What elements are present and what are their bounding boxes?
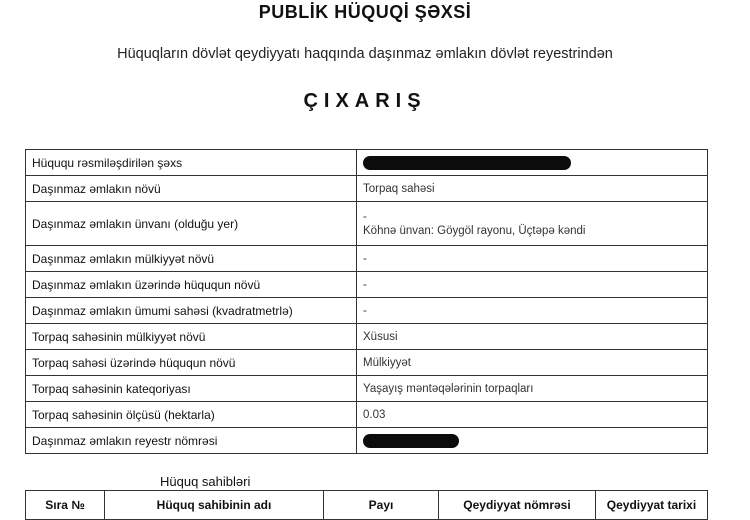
table-row [26,298,708,324]
column-header-share: Payı [324,491,439,520]
document-subtitle: Hüquqların dövlət qeydiyyatı haqqında daşınmaz əmlakın dövlət reyestrindən [117,46,613,62]
property-info-table [25,149,708,454]
column-header-registration-date: Qeydiyyat tarixi [596,491,708,520]
old-address-value: Köhnə ünvan: Göygöl rayonu, Üçtəpə kəndi [363,224,586,237]
rights-holders-table [25,490,708,520]
row-value: - [357,272,708,298]
redaction-mark [363,434,459,448]
row-label: Daşınmaz əmlakın ünvanı (olduğu yer) [26,202,357,246]
table-row [26,324,708,350]
column-header-number: Sıra № [26,491,105,520]
row-value: Yaşayış məntəqələrinin torpaqları [357,376,708,402]
row-value: 0.03 [357,402,708,428]
row-label: Torpaq sahəsinin kateqoriyası [26,376,357,402]
row-value: - [357,246,708,272]
table-row [26,272,708,298]
row-label: Daşınmaz əmlakın ümumi sahəsi (kvadratmetrlə) [26,298,357,324]
row-label: Torpaq sahəsinin mülkiyyət növü [26,324,357,350]
row-label: Daşınmaz əmlakın mülkiyyət növü [26,246,357,272]
row-value [357,202,708,246]
row-value: Mülkiyyət [357,350,708,376]
table-row [26,246,708,272]
row-label: Hüququ rəsmiləşdirilən şəxs [26,150,357,176]
row-label: Daşınmaz əmlakın üzərində hüququn növü [26,272,357,298]
row-value: - [357,298,708,324]
row-label: Torpaq sahəsinin ölçüsü (hektarla) [26,402,357,428]
row-value: Torpaq sahəsi [357,176,708,202]
document-type-title: ÇIXARIŞ [303,90,427,112]
table-row [26,428,708,454]
row-label: Daşınmaz əmlakın növü [26,176,357,202]
table-header-row [26,491,708,520]
redaction-mark [363,156,571,170]
organization-title: PUBLİK HÜQUQİ ŞƏXSİ [258,2,472,22]
table-row [26,402,708,428]
row-label: Torpaq sahəsi üzərində hüququn növü [26,350,357,376]
row-label: Daşınmaz əmlakın reyestr nömrəsi [26,428,357,454]
rights-holders-title: Hüquq sahibləri [160,474,251,489]
row-value-redacted [357,150,708,176]
table-row [26,350,708,376]
column-header-registration-number: Qeydiyyat nömrəsi [439,491,596,520]
table-row [26,176,708,202]
table-row [26,376,708,402]
address-value: - [363,210,367,223]
table-row [26,202,708,246]
row-value-redacted [357,428,708,454]
column-header-holder-name: Hüquq sahibinin adı [105,491,324,520]
table-row [26,150,708,176]
row-value: Xüsusi [357,324,708,350]
